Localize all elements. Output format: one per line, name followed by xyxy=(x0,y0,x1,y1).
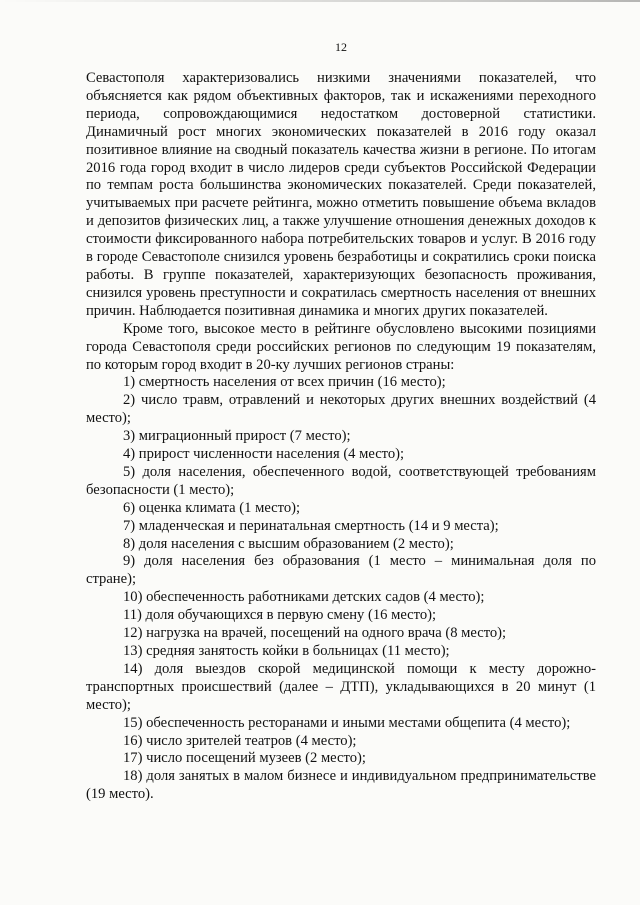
list-item: 8) доля населения с высшим образованием (2 место); xyxy=(123,535,454,552)
list-item: 13) средняя занятость койки в больницах (11 место); xyxy=(123,643,450,659)
list-item: 16) число зрителей театров (4 место); xyxy=(123,732,357,749)
list-item: 1) смертность населения от всех причин (16 место); xyxy=(123,374,446,391)
list-item: 7) младенческая и перинатальная смертность (14 и 9 места); xyxy=(123,517,499,534)
list-item: 17) число посещений музеев (2 место); xyxy=(123,750,366,767)
list-item: 4) прирост численности населения (4 место); xyxy=(123,446,405,463)
list-item: 10) обеспеченность работниками детских садов (4 место); xyxy=(123,589,485,606)
paragraph-continuation: Севастополя характеризовались низкими значениями показателей, что объясняется как рядом объективных факторов, так и искажениями переходного периода, сопровождающимися недостатком достоверной статистики. Динамичный рост многих экономических показателей в 2016 году оказал позитивное влияние на сводный показатель качества жизни в регионе. По итогам 2016 года город входит в число лидеров среди субъектов Российской Федерации по темпам роста большинства экономических показателей. Среди показателей, учитываемых при расчете рейтинга, можно отметить повышение объема вкладов и депозитов физических лиц, а также улучшение отношения денежных доходов к стоимости фиксированного набора потребительских товаров и услуг. В 2016 году в городе Севастополе снизился уровень безработицы и сократились сроки поиска работы. В группе показателей, характеризующих безопасность проживания, снизился уровень преступности и сократилась смертность населения от внешних причин. Наблюдается позитивная динамика и многих других показателей. xyxy=(86,70,596,319)
list-item: 18) доля занятых в малом бизнесе и индивидуальном предпринимательстве (19 место). xyxy=(86,768,596,803)
scan-edge-line xyxy=(0,0,640,2)
body-text xyxy=(86,70,596,804)
list-item: 6) оценка климата (1 место); xyxy=(123,499,301,516)
list-item: 3) миграционный прирост (7 место); xyxy=(123,428,351,445)
list-item: 12) нагрузка на врачей, посещений на одного врача (8 место); xyxy=(123,625,507,642)
indicator-list xyxy=(86,374,596,804)
page-number: 12 xyxy=(335,40,347,54)
list-item: 5) доля населения, обеспеченного водой, соответствующей требованиям безопасности (1 место); xyxy=(86,463,596,498)
list-item: 15) обеспеченность ресторанами и иными местами общепита (4 место); xyxy=(123,714,571,731)
list-item: 2) число травм, отравлений и некоторых других внешних воздействий (4 место); xyxy=(86,392,596,427)
list-item: 9) доля населения без образования (1 место – минимальная доля по стране); xyxy=(86,553,596,588)
list-item: 11) доля обучающихся в первую смену (16 место); xyxy=(123,607,437,624)
list-item: 14) доля выездов скорой медицинской помощи к месту дорожно-транспортных происшествий (далее – ДТП), укладывающихся в 20 минут (1 место); xyxy=(86,660,596,713)
paragraph-intro-list: Кроме того, высокое место в рейтинге обусловлено высокими позициями города Севастополя среди российских регионов по следующим 19 показателям, по которым город входит в 20-ку лучших регионов страны: xyxy=(86,320,596,373)
